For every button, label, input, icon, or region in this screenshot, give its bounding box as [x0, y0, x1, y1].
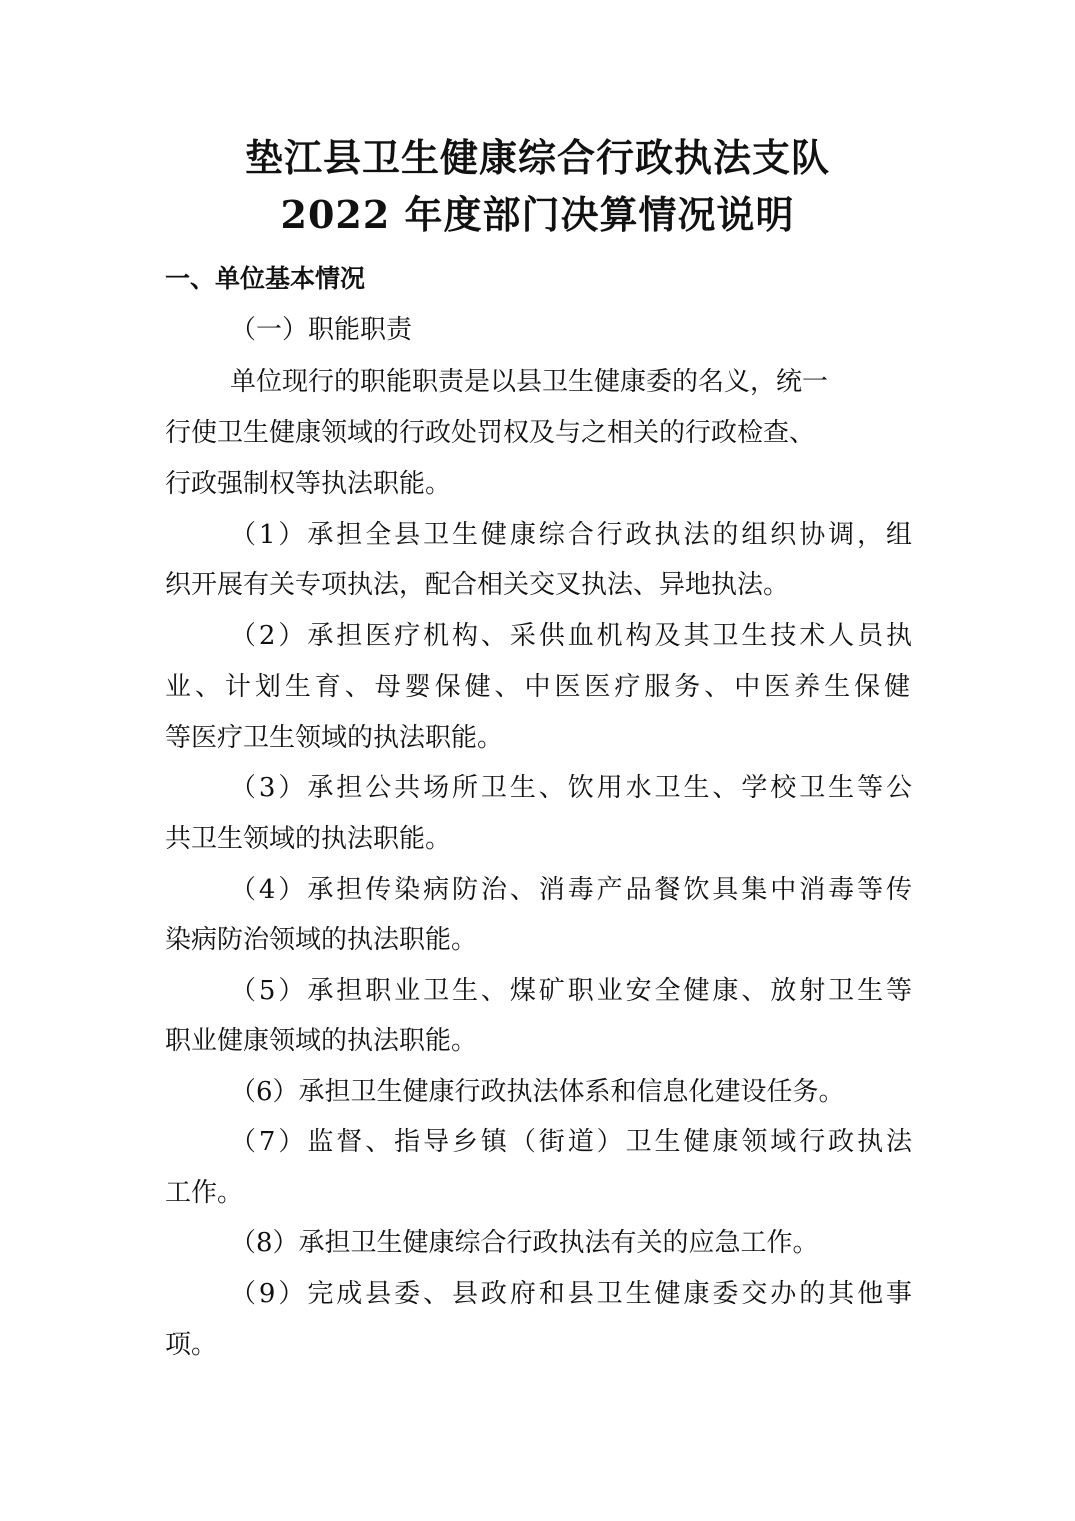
subsection-heading-functions: （一）职能职责 — [230, 315, 413, 345]
body-line-15: （6）承担卫生健康行政执法体系和信息化建设任务。 — [230, 1077, 845, 1107]
body-line-16: （7）监督、指导乡镇（街道）卫生健康领域行政执法 — [230, 1127, 912, 1157]
body-line-12: 染病防治领域的执法职能。 — [165, 925, 478, 955]
body-line-13: （5）承担职业卫生、煤矿职业安全健康、放射卫生等 — [230, 976, 912, 1006]
body-line-19: （9）完成县委、县政府和县卫生健康委交办的其他事 — [230, 1279, 912, 1309]
body-line-17: 工作。 — [165, 1178, 244, 1208]
body-line-6: （2）承担医疗机构、采供血机构及其卫生技术人员执 — [230, 621, 912, 651]
body-line-8: 等医疗卫生领域的执法职能。 — [165, 723, 504, 753]
section-heading-unit-basic-info: 一、单位基本情况 — [165, 264, 366, 293]
body-line-11: （4）承担传染病防治、消毒产品餐饮具集中消毒等传 — [230, 875, 912, 905]
body-line-5: 织开展有关专项执法，配合相关交叉执法、异地执法。 — [165, 570, 790, 600]
body-line-9: （3）承担公共场所卫生、饮用水卫生、学校卫生等公 — [230, 773, 912, 803]
document-title-line-1: 垫江县卫生健康综合行政执法支队 — [244, 135, 830, 180]
body-line-1: 单位现行的职能职责是以县卫生健康委的名义，统一 — [230, 367, 829, 397]
body-line-7: 业、计划生育、母婴保健、中医医疗服务、中医养生保健 — [165, 672, 910, 702]
body-line-14: 职业健康领域的执法职能。 — [165, 1026, 478, 1056]
body-line-18: （8）承担卫生健康综合行政执法有关的应急工作。 — [230, 1228, 819, 1258]
body-line-20: 项。 — [165, 1330, 218, 1360]
body-line-10: 共卫生领域的执法职能。 — [165, 824, 452, 854]
body-line-2: 行使卫生健康领域的行政处罚权及与之相关的行政检查、 — [165, 418, 816, 448]
document-title-line-2: 2022 年度部门决算情况说明 — [280, 192, 795, 237]
body-line-4: （1）承担全县卫生健康综合行政执法的组织协调，组 — [230, 520, 912, 550]
body-line-3: 行政强制权等执法职能。 — [165, 469, 452, 499]
